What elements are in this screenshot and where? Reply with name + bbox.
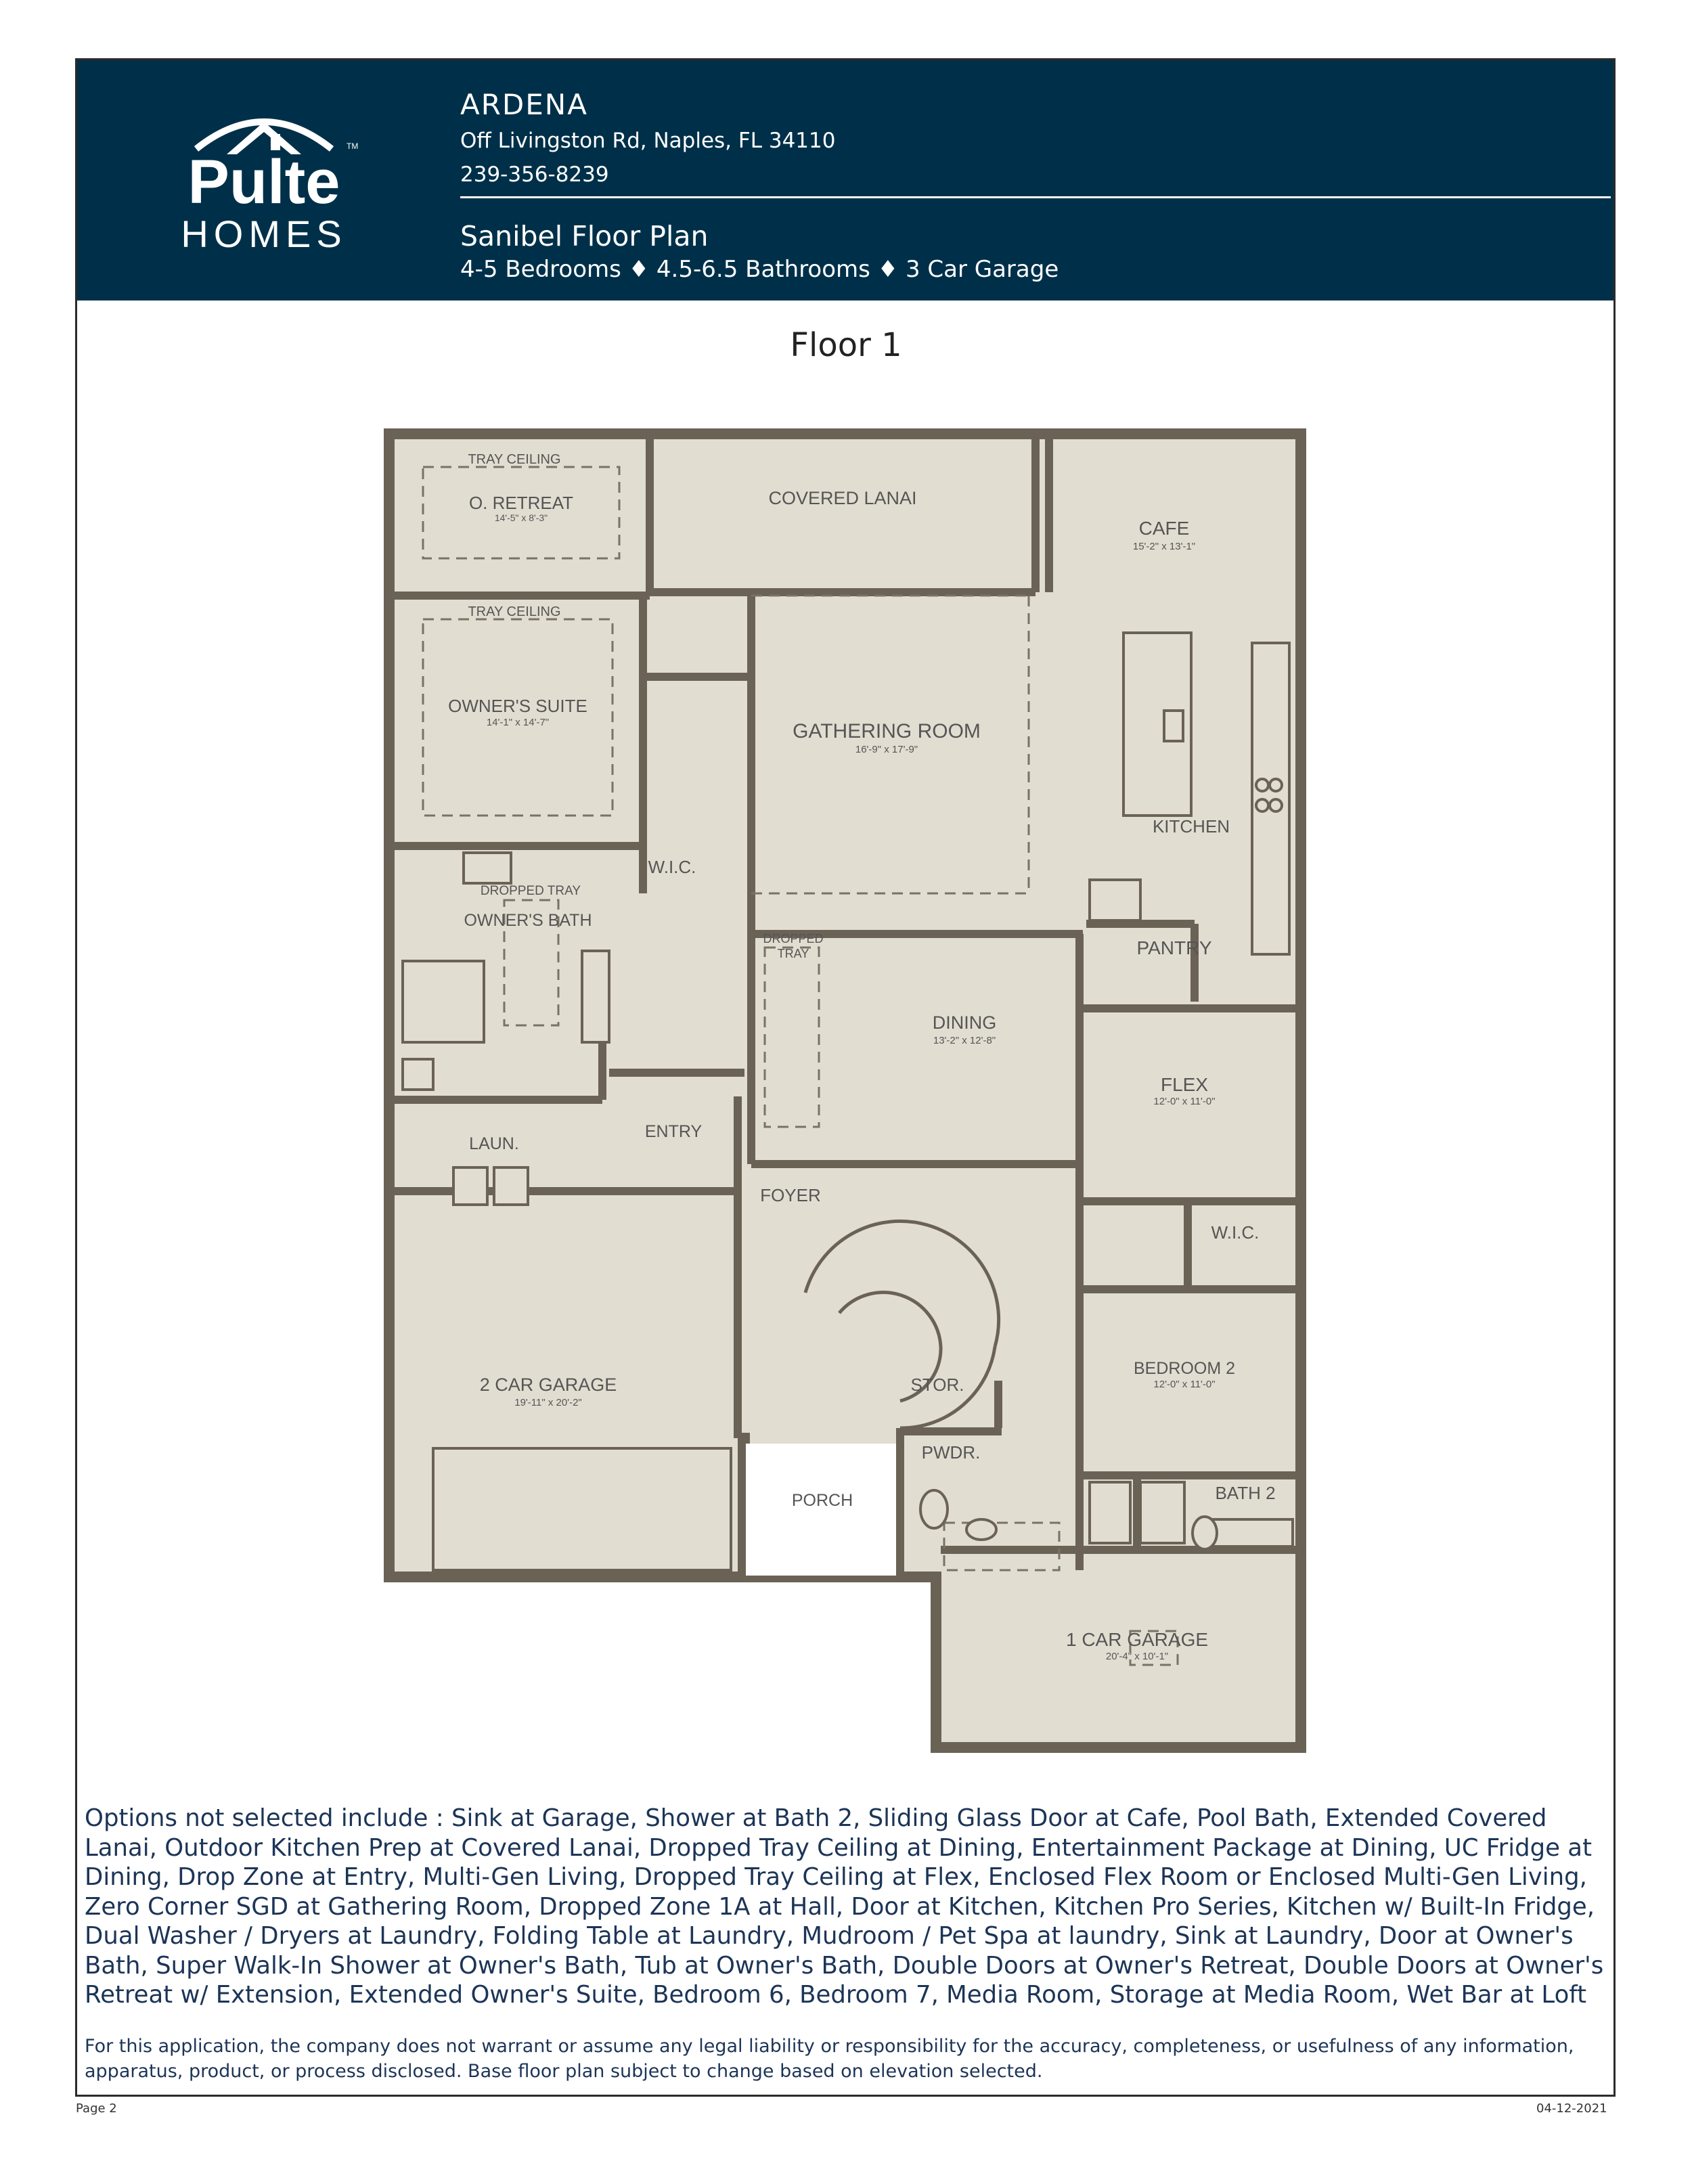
svg-text:PORCH: PORCH xyxy=(791,1491,853,1510)
header-divider xyxy=(460,196,1611,198)
svg-text:16'-9" x 17'-9": 16'-9" x 17'-9" xyxy=(855,744,918,755)
svg-text:OWNER'S SUITE: OWNER'S SUITE xyxy=(448,696,587,716)
svg-text:14'-5" x 8'-3": 14'-5" x 8'-3" xyxy=(494,512,548,523)
owners-shower xyxy=(403,961,484,1042)
svg-text:KITCHEN: KITCHEN xyxy=(1152,816,1230,837)
svg-text:HOMES: HOMES xyxy=(181,213,347,255)
svg-text:PWDR.: PWDR. xyxy=(921,1442,981,1463)
pulte-homes-logo xyxy=(169,102,359,257)
garage2-door xyxy=(433,1448,731,1570)
community-phone: 239-356-8239 xyxy=(460,162,609,187)
svg-text:O. RETREAT: O. RETREAT xyxy=(468,493,574,513)
community-address: Off Livingston Rd, Naples, FL 34110 xyxy=(460,129,836,153)
svg-text:BEDROOM 2: BEDROOM 2 xyxy=(1133,1359,1236,1378)
svg-text:BATH 2: BATH 2 xyxy=(1215,1483,1276,1503)
svg-text:TRAY CEILING: TRAY CEILING xyxy=(468,604,561,619)
svg-text:12'-0" x 11'-0": 12'-0" x 11'-0" xyxy=(1153,1096,1216,1107)
svg-text:GATHERING ROOM: GATHERING ROOM xyxy=(793,720,981,742)
floor-title: Floor 1 xyxy=(790,326,902,364)
svg-text:TM: TM xyxy=(347,141,359,151)
svg-text:20'-4" x 10'-1": 20'-4" x 10'-1" xyxy=(1105,1651,1169,1662)
svg-text:DROPPED: DROPPED xyxy=(763,932,824,945)
svg-text:19'-11" x 20'-2": 19'-11" x 20'-2" xyxy=(514,1397,582,1408)
svg-text:13'-2" x 12'-8": 13'-2" x 12'-8" xyxy=(933,1035,996,1046)
svg-text:CAFE: CAFE xyxy=(1138,518,1190,539)
svg-text:FOYER: FOYER xyxy=(760,1185,821,1205)
plan-specs: 4-5 Bedrooms ♦ 4.5-6.5 Bathrooms ♦ 3 Car Garage xyxy=(460,256,1059,283)
bath2-tub xyxy=(1140,1482,1184,1543)
community-name: ARDENA xyxy=(460,88,588,121)
svg-text:STOR.: STOR. xyxy=(910,1375,964,1395)
page-number: Page 2 xyxy=(76,2101,117,2116)
svg-text:W.I.C.: W.I.C. xyxy=(648,857,696,877)
svg-text:OWNER'S BATH: OWNER'S BATH xyxy=(464,911,592,930)
svg-text:W.I.C.: W.I.C. xyxy=(1211,1222,1260,1243)
svg-text:DINING: DINING xyxy=(932,1012,997,1033)
svg-text:14'-1" x 14'-7": 14'-1" x 14'-7" xyxy=(486,717,550,728)
floor-plan xyxy=(379,423,1306,1770)
svg-text:1 CAR GARAGE: 1 CAR GARAGE xyxy=(1065,1629,1209,1650)
svg-text:12'-0" x 11'-0": 12'-0" x 11'-0" xyxy=(1153,1379,1216,1390)
legal-disclaimer: For this application, the company does not warrant or assume any legal liability or responsibility for the accuracy, completeness, or usefulness of any information, apparatus, product, or process disclosed. Base floor plan subject to change based on elevation selected. xyxy=(85,2036,1574,2082)
kitchen-counter xyxy=(1252,643,1289,954)
svg-text:TRAY: TRAY xyxy=(777,947,809,960)
options-not-selected: Options not selected include : Sink at Garage, Shower at Bath 2, Sliding Glass Door at Cafe, Pool Bath, Extended Covered Lanai, Outdoor Kitchen Prep at Covered Lanai, Dropped Tray Ceiling at Dining, Entertainment Package at Dining, UC Fridge at Dining, Drop Zone at Entry, Multi-Gen Living, Dropped Tray Ceiling at Flex, Enclosed Flex Room or Enclosed Multi-Gen Living, Zero Corner SGD at Gathering Room, Dropped Zone 1A at Hall, Door at Kitchen, Kitchen Pro Series, Kitchen w/ Built-In Fridge, Dual Washer / Dryers at Laundry, Folding Table at Laundry, Mudroom / Pet Spa at laundry, Sink at Laundry, Door at Owner's Bath, Super Walk-In Shower at Owner's Bath, Tub at Owner's Bath, Double Doors at Owner's Retreat, Double Doors at Owner's Retreat w/ Extension, Extended Owner's Suite, Bedroom 6, Bedroom 7, Media Room, Storage at Media Room, Wet Bar at Loft xyxy=(85,1804,1604,2009)
svg-text:DROPPED TRAY: DROPPED TRAY xyxy=(480,884,581,898)
svg-text:Pulte: Pulte xyxy=(187,148,340,217)
svg-text:LAUN.: LAUN. xyxy=(469,1134,519,1153)
plan-name: Sanibel Floor Plan xyxy=(460,220,709,252)
revision-date: 04-12-2021 xyxy=(1536,2101,1607,2116)
svg-text:FLEX: FLEX xyxy=(1160,1074,1209,1095)
svg-text:ENTRY: ENTRY xyxy=(644,1122,703,1141)
svg-text:15'-2" x 13'-1": 15'-2" x 13'-1" xyxy=(1132,541,1196,552)
svg-text:PANTRY: PANTRY xyxy=(1136,937,1212,958)
svg-text:TRAY CEILING: TRAY CEILING xyxy=(468,452,561,467)
svg-text:COVERED LANAI: COVERED LANAI xyxy=(768,488,917,508)
svg-text:2 CAR GARAGE: 2 CAR GARAGE xyxy=(479,1375,617,1395)
